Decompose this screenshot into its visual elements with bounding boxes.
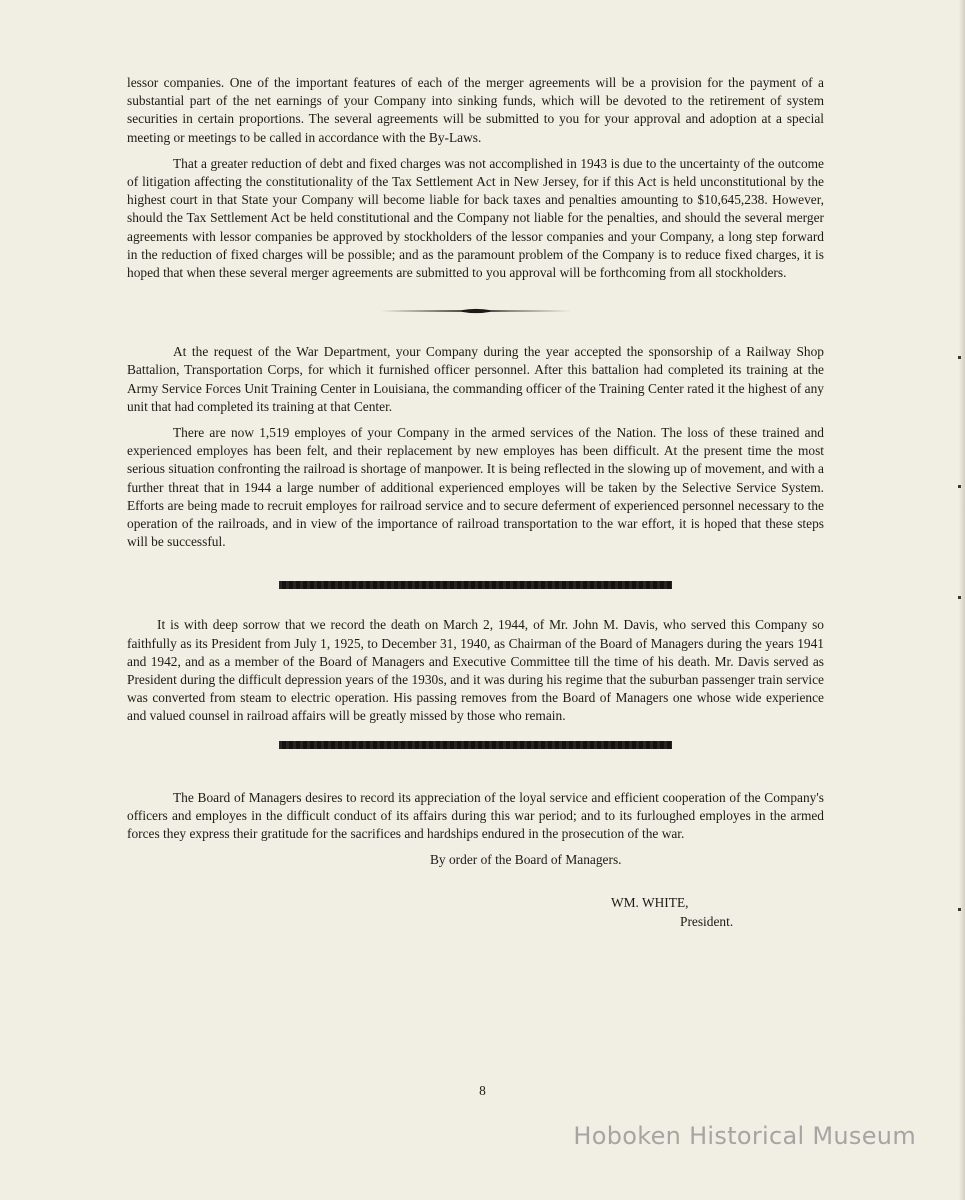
paragraph-merger-agreements: lessor companies. One of the important features of each of the merger agreements will be a provision for the payment of a substantial part of the net earnings of your Company into sinking funds, which will be devoted to the retirement of system securities in certain proportions. The several agreements will be submitted to you for your approval and adoption at a special meeting or meetings to be called in accordance with the By-Laws. <box>127 75 824 145</box>
paragraph-railway-battalion: At the request of the War Department, your Company during the year accepted the sponsorship of a Railway Shop Battalion, Transportation Corps, for which it furnished officer personnel. After this battalion had completed its training at the Army Service Forces Unit Training Center in Louisiana, the commanding officer of the Training Center rated it the highest of any unit that had completed its training at that Center. <box>127 344 824 414</box>
divider-bar <box>279 741 672 749</box>
signature-block <box>611 893 824 931</box>
museum-watermark: Hoboken Historical Museum <box>573 1122 916 1150</box>
signature-title: President. <box>680 913 734 929</box>
paragraph-tax-settlement: That a greater reduction of debt and fixed charges was not accomplished in 1943 is due to the uncertainty of the outcome of litigation affecting the constitutionality of the Tax Settlement Act in New Jersey, for if this Act is held unconstitutional by the highest court in that State your Company will become liable for back taxes and penalties amounting to $10,645,238. However, should the Tax Settlement Act be held constitutional and the Company not liable for the penalties, and should the several merger agreements with lessor companies be approved by stockholders of the lessor companies and your Company, a long step forward in the reduction of fixed charges will be possible; and as the paramount problem of the Company is to reduce fixed charges, it is hoped that when these several merger agreements are submitted to you approval will be forthcoming from all stockholders. <box>127 155 824 281</box>
document-body <box>127 74 824 931</box>
page-edge-mark <box>958 356 961 359</box>
closing-line: By order of the Board of Managers. <box>430 852 622 868</box>
paragraph-armed-services: There are now 1,519 employes of your Company in the armed services of the Nation. The loss of these trained and experienced employes has been felt, and their replacement by new employes has been difficult. At the present time the most serious situation confronting the railroad is shortage of manpower. It is being reflected in the slowing up of movement, and with a further threat that in 1944 a large number of additional experienced employes will be taken by the Selective Service System. Efforts are being made to recruit employes for railroad service and to secure deferment of experienced personnel necessary to the operation of the railroads, and in view of the importance of railroad transportation to the war effort, it is hoped that these steps will be successful. <box>127 425 824 550</box>
paragraph-appreciation: The Board of Managers desires to record its appreciation of the loyal service and efficient cooperation of the Company's officers and employes in the difficult conduct of its affairs during this war period; and to its furloughed employes in the armed forces they express their gratitude for the sacrifices and hardships endured in the prosecution of the war. <box>127 789 824 842</box>
page-edge-mark <box>958 908 961 911</box>
page-number: 8 <box>479 1083 486 1098</box>
page-edge-mark <box>958 596 961 599</box>
paragraph-memorial-davis: It is with deep sorrow that we record the death on March 2, 1944, of Mr. John M. Davis, who served this Company so faithfully as its President from July 1, 1925, to December 31, 1940, as Chairman of the Board of Managers during the years 1941 and 1942, and as a member of the Board of Managers and Executive Committee till the time of his death. Mr. Davis served as President during the difficult depression years of the 1930s, and it was during his regime that the suburban passenger train service was converted from steam to electric operation. His passing removes from the Board of Managers one whose wide experience and valued counsel in railroad affairs will be greatly missed by those who remain. <box>127 617 824 724</box>
ornament-divider <box>381 306 571 316</box>
divider-bar <box>279 581 672 589</box>
page-edge-mark <box>958 485 961 488</box>
signature-name: WM. WHITE, <box>611 894 689 910</box>
